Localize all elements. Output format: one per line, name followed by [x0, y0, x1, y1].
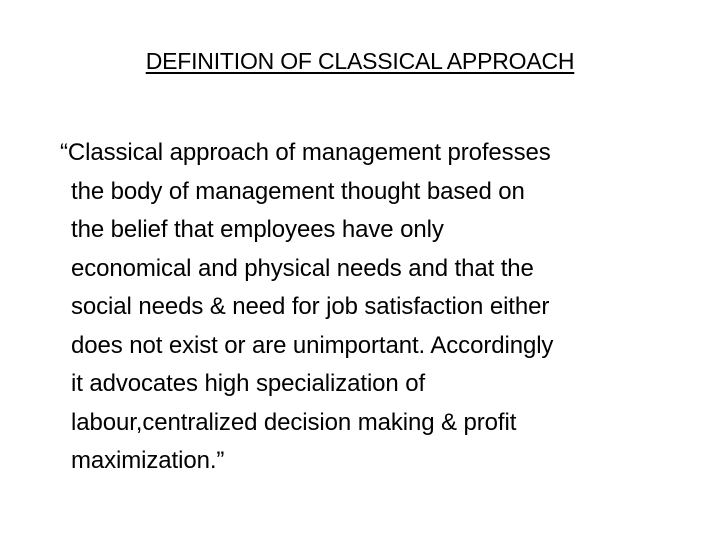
quote-line: the belief that employees have only: [71, 216, 444, 243]
quote-line: economical and physical needs and that the: [71, 254, 534, 282]
quote-line: it advocates high specialization of: [71, 370, 426, 397]
quote-line: maximization.”: [71, 447, 225, 474]
quote-line: social needs & need for job satisfaction either: [71, 293, 550, 320]
quote-line: “Classical approach of management professes: [60, 139, 551, 166]
quote-line: labour,centralized decision making & profit: [71, 408, 517, 436]
slide-title: DEFINITION OF CLASSICAL APPROACH: [145, 48, 575, 74]
quote-line: does not exist or are unimportant. Accordingly: [71, 331, 554, 359]
quote-line: the body of management thought based on: [71, 177, 525, 205]
definition-quote: [60, 134, 700, 481]
